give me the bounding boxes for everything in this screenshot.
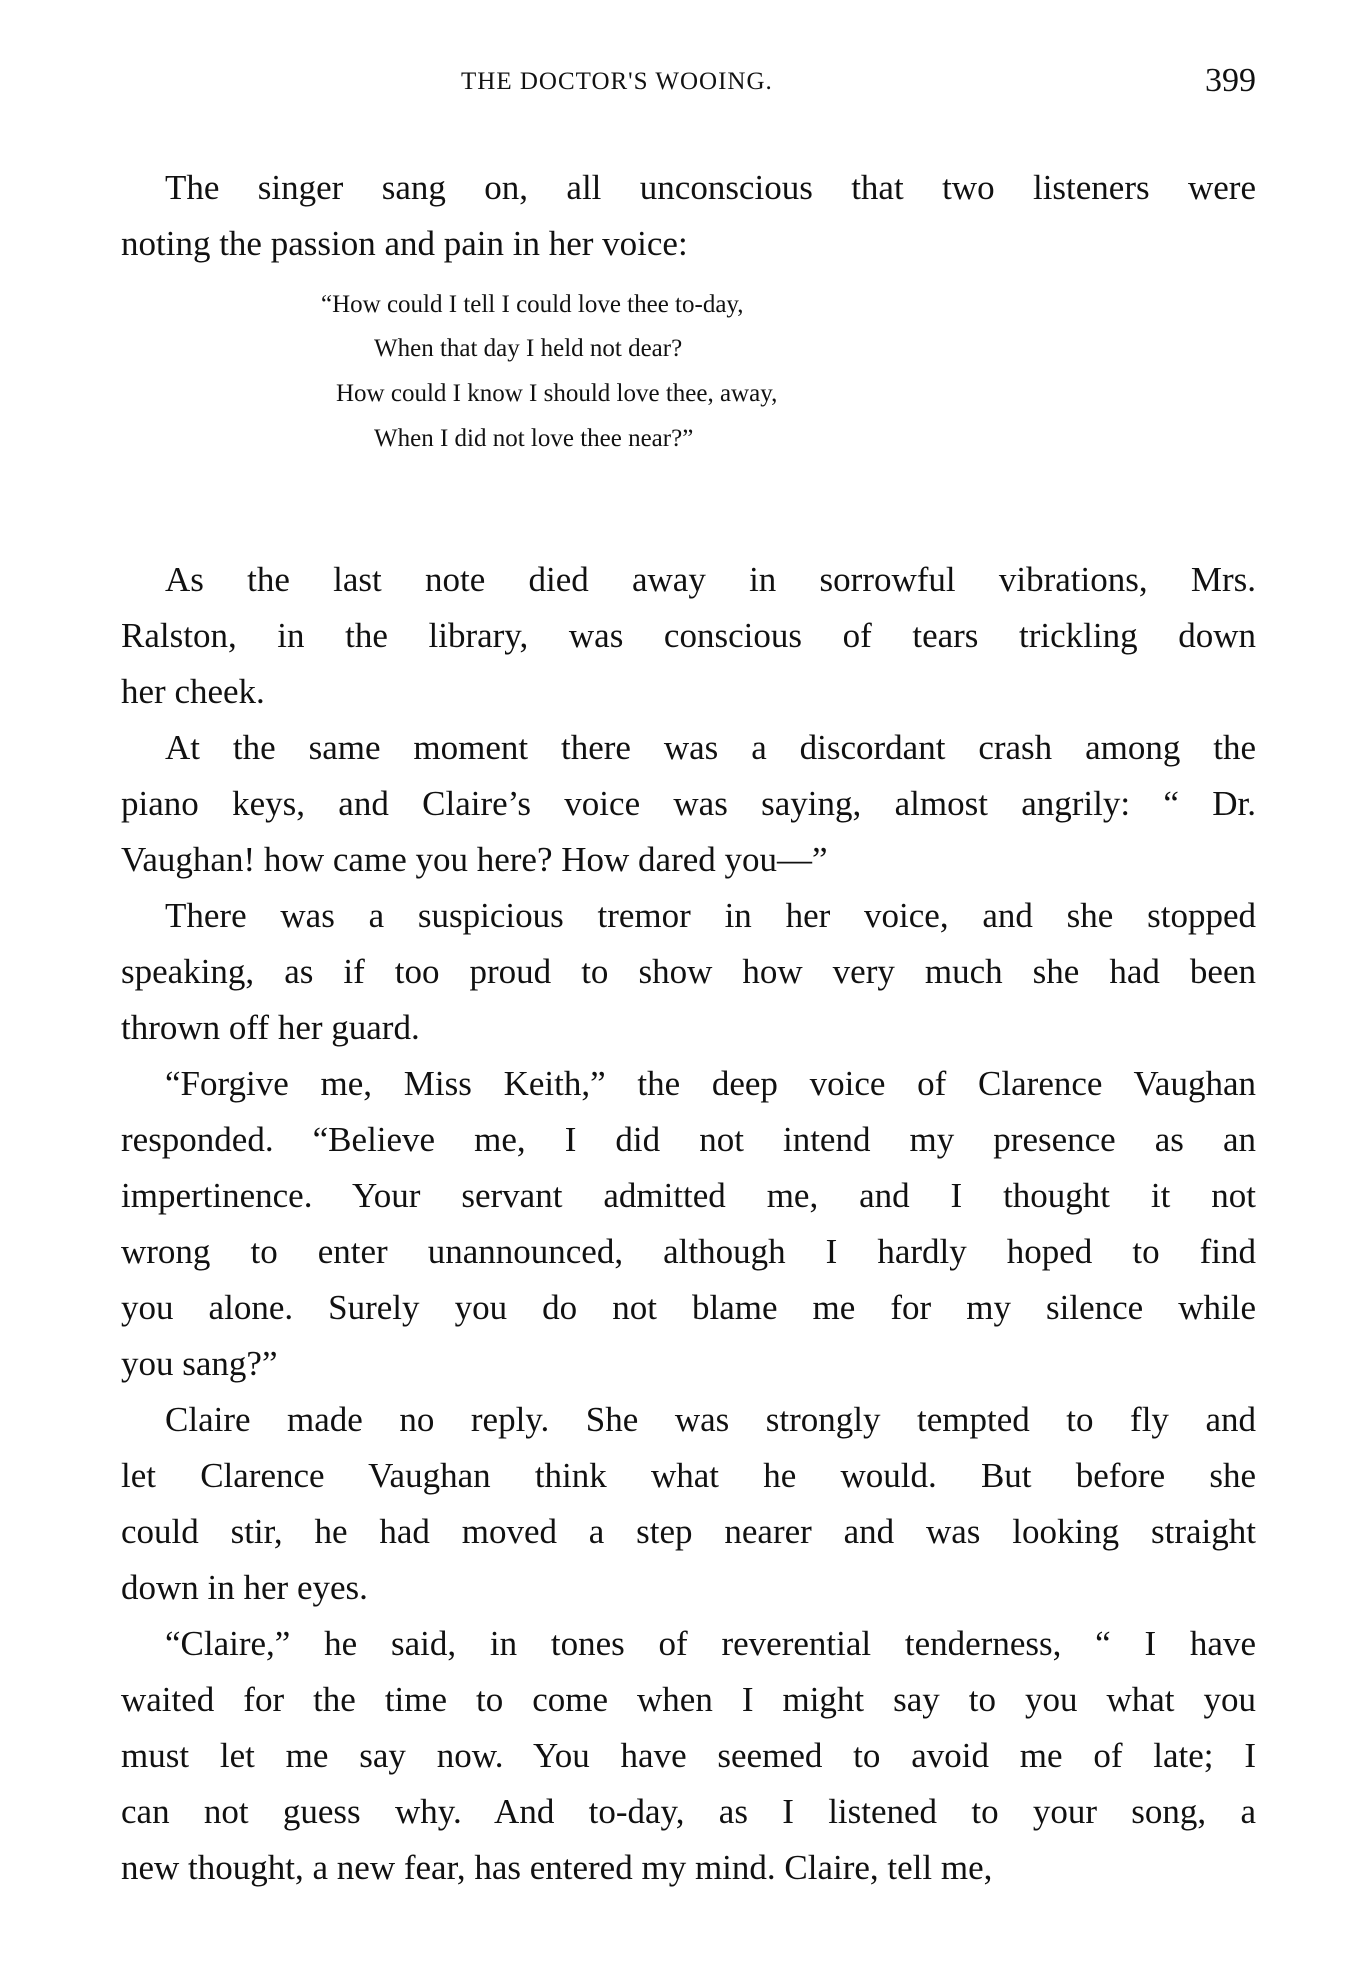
text-line: could stir, he had moved a step nearer and was looking straight <box>121 1512 1256 1551</box>
text-line: The singer sang on, all unconscious that two listeners were <box>165 168 1256 207</box>
text-line: thrown off her guard. <box>121 1008 420 1047</box>
text-line: wrong to enter unannounced, although I hardly hoped to find <box>121 1232 1256 1271</box>
text-line: speaking, as if too proud to show how very much she had been <box>121 952 1256 991</box>
paragraph <box>121 1392 1256 1616</box>
text-before-poem <box>121 160 1256 272</box>
paragraph <box>121 1616 1256 1896</box>
page-header <box>121 62 1256 106</box>
poem-line: “How could I tell I could love thee to-day, <box>321 291 744 318</box>
text-line: her cheek. <box>121 672 265 711</box>
running-title: THE DOCTOR'S WOOING. <box>461 68 773 95</box>
text-line: There was a suspicious tremor in her voice, and she stopped <box>165 896 1256 935</box>
poem-line: When that day I held not dear? <box>374 335 683 362</box>
text-line: you alone. Surely you do not blame me for my silence while <box>121 1288 1256 1327</box>
text-line: As the last note died away in sorrowful vibrations, Mrs. <box>165 560 1256 599</box>
text-line: Claire made no reply. She was strongly tempted to fly and <box>165 1400 1256 1439</box>
text-line: “Claire,” he said, in tones of reverential tenderness, “ I have <box>165 1624 1256 1663</box>
text-line: you sang?” <box>121 1344 278 1383</box>
paragraph <box>121 720 1256 888</box>
page-body <box>121 160 1256 1896</box>
paragraph <box>121 160 1256 272</box>
poem-stanza <box>121 290 1256 522</box>
text-line: new thought, a new fear, has entered my mind. Claire, tell me, <box>121 1848 993 1887</box>
paragraph <box>121 1056 1256 1392</box>
text-line: impertinence. Your servant admitted me, and I thought it not <box>121 1176 1256 1215</box>
poem-line: When I did not love thee near?” <box>374 425 694 452</box>
text-line: “Forgive me, Miss Keith,” the deep voice of Clarence Vaughan <box>165 1064 1256 1103</box>
text-line: Vaughan! how came you here? How dared you—” <box>121 840 828 879</box>
text-line: At the same moment there was a discordant crash among the <box>165 728 1256 767</box>
text-line: Ralston, in the library, was conscious of tears trickling down <box>121 616 1256 655</box>
page-number: 399 <box>1205 62 1256 99</box>
text-line: must let me say now. You have seemed to avoid me of late; I <box>121 1736 1256 1775</box>
paragraph <box>121 888 1256 1056</box>
text-line: let Clarence Vaughan think what he would. But before she <box>121 1456 1256 1495</box>
text-line: waited for the time to come when I might say to you what you <box>121 1680 1256 1719</box>
text-line: noting the passion and pain in her voice: <box>121 224 688 263</box>
text-line: responded. “Believe me, I did not intend my presence as an <box>121 1120 1256 1159</box>
text-line: can not guess why. And to-day, as I listened to your song, a <box>121 1792 1256 1831</box>
text-after-poem <box>121 552 1256 1896</box>
poem-line: How could I know I should love thee, away, <box>336 380 778 407</box>
text-line: piano keys, and Claire’s voice was saying, almost angrily: “ Dr. <box>121 784 1256 823</box>
paragraph <box>121 552 1256 720</box>
text-line: down in her eyes. <box>121 1568 368 1607</box>
